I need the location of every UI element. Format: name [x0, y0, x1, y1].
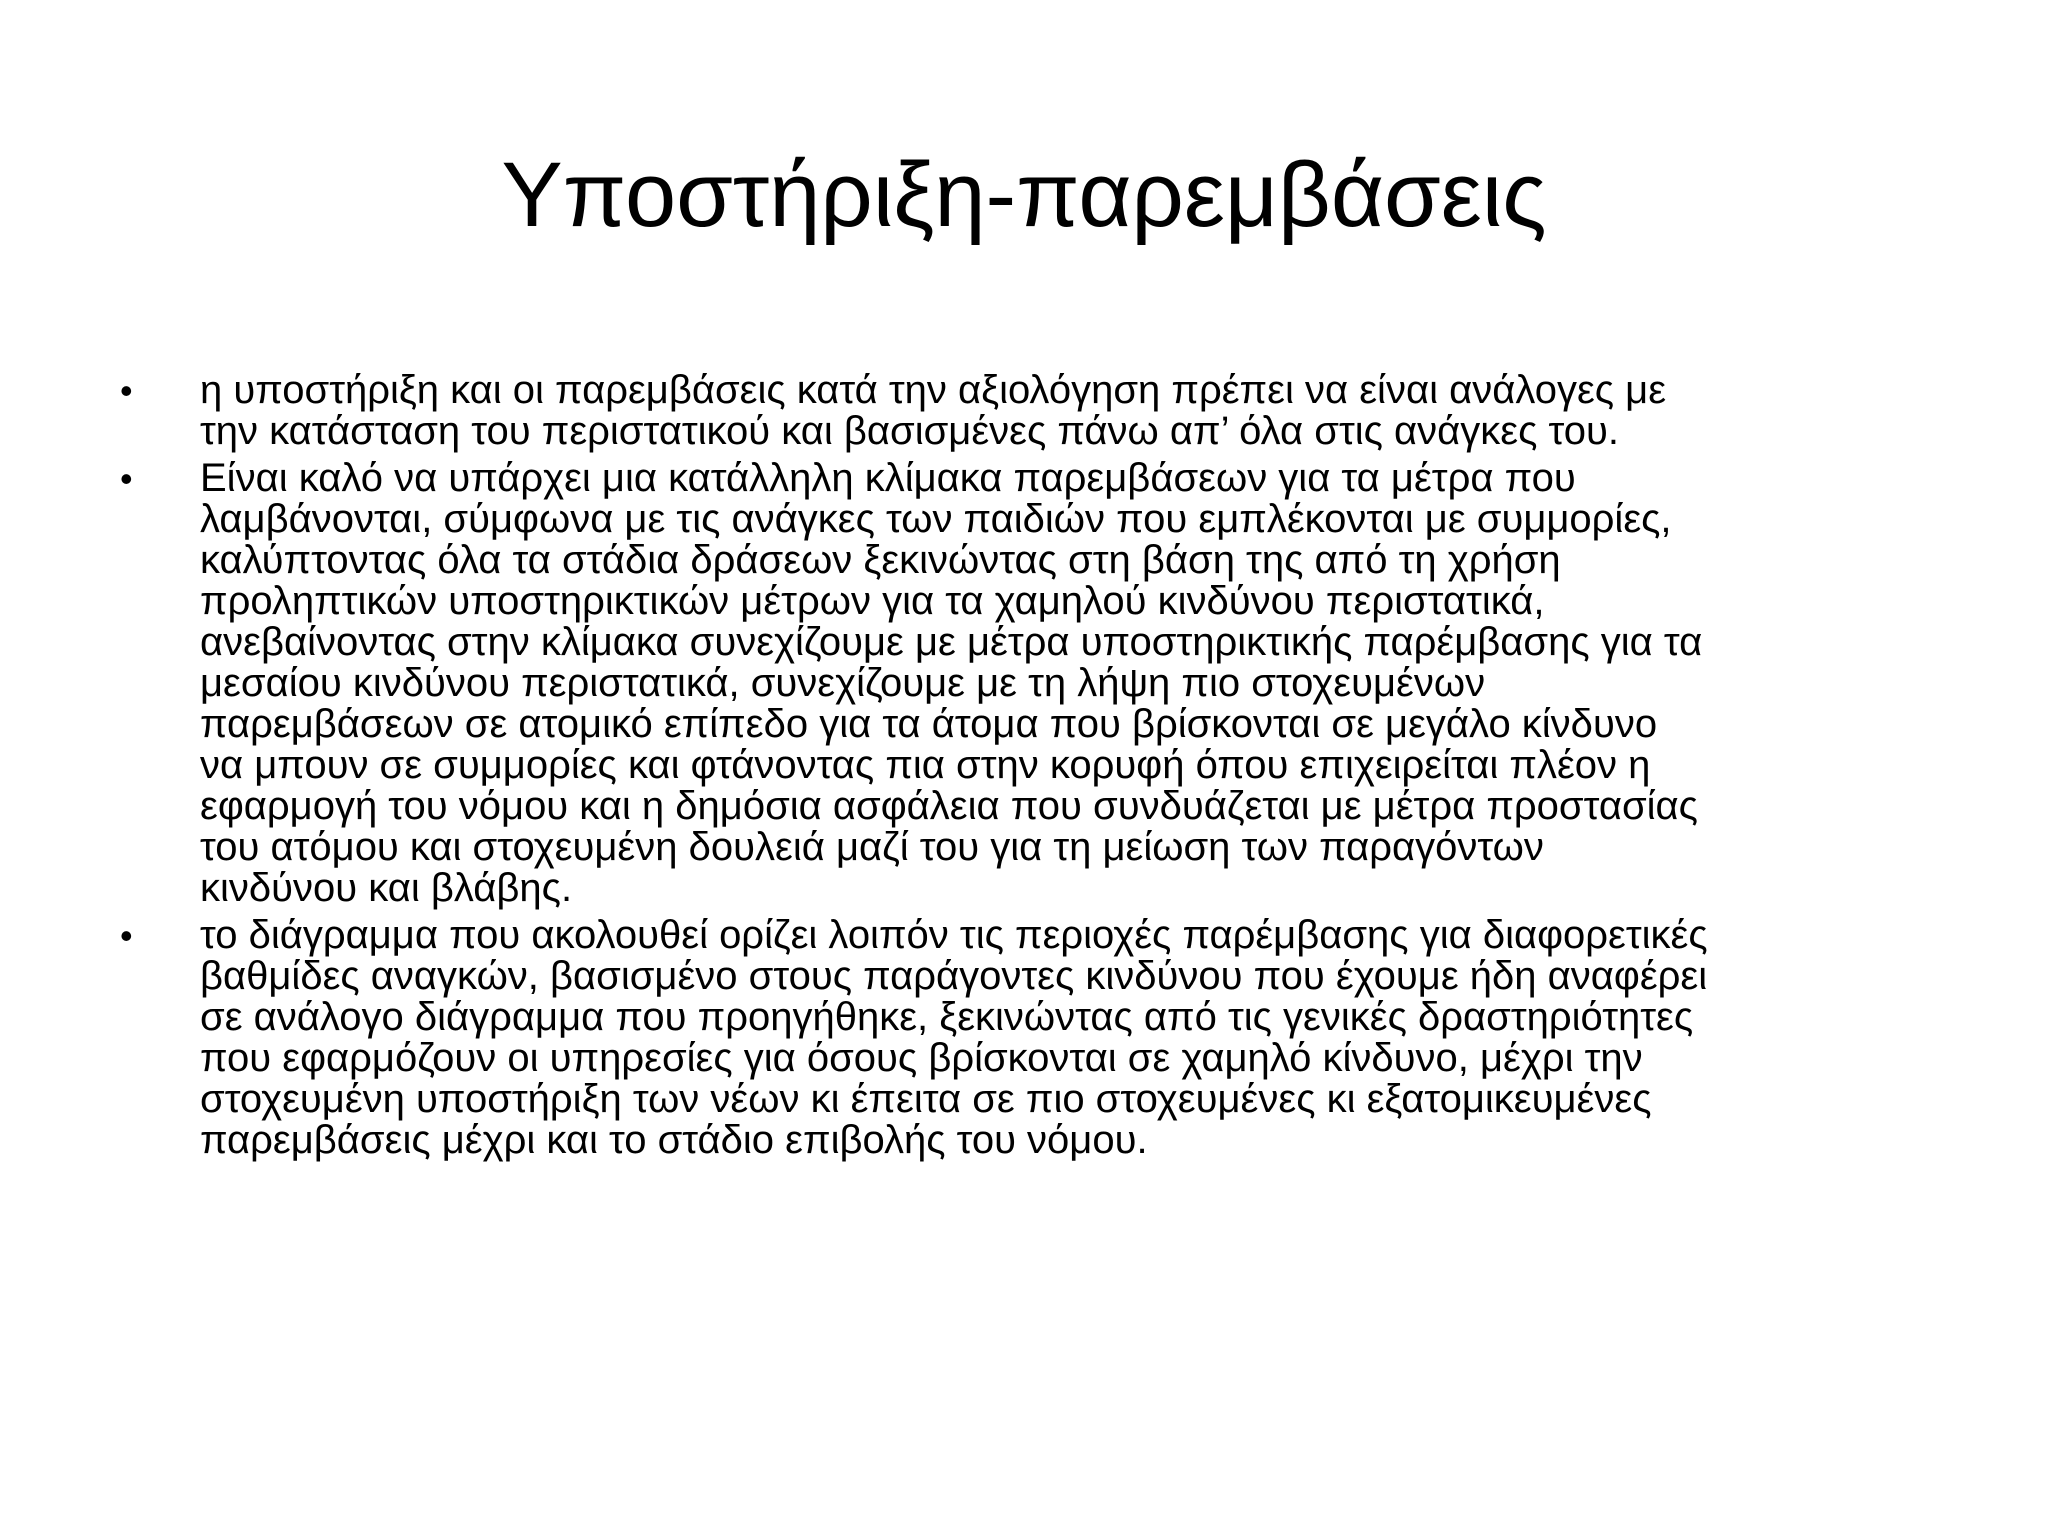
bullet-text-line: σε ανάλογο διάγραμμα που προηγήθηκε, ξεκινώντας από τις γενικές δραστηριότητες	[200, 995, 1694, 1039]
bullet-text-line: του ατόμου και στοχευμένη δουλειά μαζί του για τη μείωση των παραγόντων	[200, 825, 1544, 869]
bullet-text-line: στοχευμένη υποστήριξη των νέων κι έπειτα σε πιο στοχευμένες κι εξατομικευμένες	[200, 1077, 1652, 1121]
bullet-text-line: την κατάσταση του περιστατικού και βασισμένες πάνω απ’ όλα στις ανάγκες του.	[200, 409, 1619, 453]
bullet-text-line: παρεμβάσεων σε ατομικό επίπεδο για τα άτομα που βρίσκονται σε μεγάλο κίνδυνο	[200, 702, 1658, 746]
bullet-item-3	[120, 915, 1960, 1161]
bullet-text-line: προληπτικών υποστηρικτικών μέτρων για τα χαμηλού κινδύνου περιστατικά,	[200, 579, 1545, 623]
bullet-dot-icon: •	[120, 370, 133, 411]
bullet-text-line: να μπουν σε συμμορίες και φτάνοντας πια στην κορυφή όπου επιχειρείται πλέον η	[200, 743, 1651, 787]
bullet-dot-icon: •	[120, 915, 133, 956]
bullet-text-line: κινδύνου και βλάβης.	[200, 866, 573, 910]
bullet-item-2	[120, 458, 1960, 909]
bullet-text-line: λαμβάνονται, σύμφωνα με τις ανάγκες των παιδιών που εμπλέκονται με συμμορίες,	[200, 497, 1672, 541]
bullet-text-line: παρεμβάσεις μέχρι και το στάδιο επιβολής του νόμου.	[200, 1118, 1148, 1162]
bullet-item-1	[120, 370, 1960, 452]
bullet-list	[120, 370, 1960, 1167]
bullet-text-line: εφαρμογή του νόμου και η δημόσια ασφάλεια που συνδυάζεται με μέτρα προστασίας	[200, 784, 1698, 828]
bullet-text-line: που εφαρμόζουν οι υπηρεσίες για όσους βρίσκονται σε χαμηλό κίνδυνο, μέχρι την	[200, 1036, 1643, 1080]
bullet-text-line: ανεβαίνοντας στην κλίμακα συνεχίζουμε με μέτρα υποστηρικτικής παρέμβασης για τα	[200, 620, 1703, 664]
bullet-text-line: η υποστήριξη και οι παρεμβάσεις κατά την αξιολόγηση πρέπει να είναι ανάλογες με	[200, 368, 1667, 412]
bullet-text-line: Είναι καλό να υπάρχει μια κατάλληλη κλίμακα παρεμβάσεων για τα μέτρα που	[200, 456, 1576, 500]
bullet-dot-icon: •	[120, 458, 133, 499]
bullet-text-line: βαθμίδες αναγκών, βασισμένο στους παράγοντες κινδύνου που έχουμε ήδη αναφέρει	[200, 954, 1708, 998]
bullet-text-line: το διάγραμμα που ακολουθεί ορίζει λοιπόν τις περιοχές παρέμβασης για διαφορετικές	[200, 913, 1708, 957]
bullet-text-line: καλύπτοντας όλα τα στάδια δράσεων ξεκινώντας στη βάση της από τη χρήση	[200, 538, 1561, 582]
slide-title: Υποστήριξη-παρεμβάσεις	[501, 144, 1547, 246]
bullet-text-line: μεσαίου κινδύνου περιστατικά, συνεχίζουμε με τη λήψη πιο στοχευμένων	[200, 661, 1486, 705]
